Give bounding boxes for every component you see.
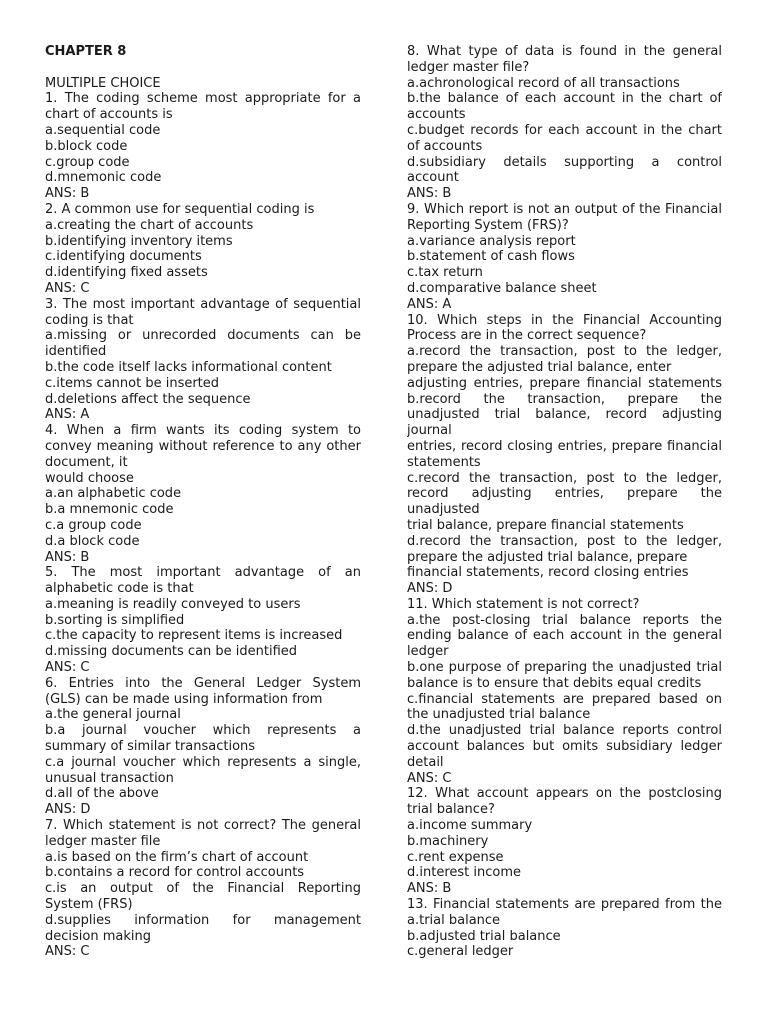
question-line: 4. When a firm wants its coding system to bbox=[45, 423, 361, 439]
question-line: 3. The most important advantage of sequential bbox=[45, 296, 361, 312]
left-line: ledger master file bbox=[45, 833, 161, 849]
answer-option-line: b.statement of cash flows bbox=[407, 249, 575, 265]
right-line: Process are in the correct sequence? bbox=[407, 328, 647, 344]
answer-option-line: d.deletions affect the sequence bbox=[45, 391, 251, 407]
left-line: identified bbox=[45, 344, 107, 360]
left-line: unusual transaction bbox=[45, 770, 174, 786]
answer-option-line: a.is based on the firm’s chart of account bbox=[45, 849, 309, 865]
answer-option-line: b.contains a record for control accounts bbox=[45, 865, 305, 881]
chapter-title: CHAPTER 8 bbox=[45, 44, 127, 59]
question-line: 8. What type of data is found in the general bbox=[407, 44, 722, 59]
answer-option-line: c.group code bbox=[45, 154, 130, 170]
right-line: statements bbox=[407, 454, 481, 470]
right-line: detail bbox=[407, 754, 444, 770]
answer-option-line: c.items cannot be inserted bbox=[45, 375, 220, 391]
left-line: convey meaning without reference to any other bbox=[45, 438, 361, 454]
question-line: 2. A common use for sequential coding is bbox=[45, 201, 315, 217]
left-line: summary of similar transactions bbox=[45, 739, 256, 755]
answer-line: ANS: D bbox=[407, 581, 453, 597]
answer-line: ANS: B bbox=[407, 186, 452, 202]
right-line: ending balance of each account in the general bbox=[407, 628, 722, 644]
question-line: 1. The coding scheme most appropriate for a bbox=[45, 91, 361, 107]
answer-line: ANS: C bbox=[45, 280, 90, 296]
answer-option-line: d.identifying fixed assets bbox=[45, 265, 208, 281]
left-line: alphabetic code is that bbox=[45, 581, 194, 597]
answer-option-line: d.a block code bbox=[45, 533, 140, 549]
answer-option-line: a.the general journal bbox=[45, 707, 181, 723]
left-text-column bbox=[45, 44, 361, 960]
answer-option-line: a.the post-closing trial balance reports the bbox=[407, 612, 722, 628]
right-line: of accounts bbox=[407, 138, 483, 154]
section-heading: MULTIPLE CHOICE bbox=[45, 75, 161, 91]
answer-option-line: b.sorting is simplified bbox=[45, 612, 185, 628]
answer-line: ANS: B bbox=[407, 881, 452, 897]
answer-option-line: a.record the transaction, post to the ledger, bbox=[407, 344, 722, 360]
answer-option-line: c.financial statements are prepared based on bbox=[407, 691, 722, 707]
question-line: 13. Financial statements are prepared from the bbox=[407, 897, 722, 913]
right-line: balance is to ensure that debits equal credits bbox=[407, 675, 702, 691]
answer-option-line: c.a group code bbox=[45, 517, 142, 533]
right-line: account bbox=[407, 170, 459, 186]
right-line: the unadjusted trial balance bbox=[407, 707, 591, 723]
right-line: accounts bbox=[407, 107, 466, 123]
answer-option-line: d.supplies information for management bbox=[45, 912, 361, 928]
answer-option-line: b.the balance of each account in the chart of bbox=[407, 91, 722, 107]
left-line: decision making bbox=[45, 928, 151, 944]
question-line: 12. What account appears on the postclosing bbox=[407, 786, 722, 802]
question-line: 11. Which statement is not correct? bbox=[407, 596, 640, 612]
answer-line: ANS: A bbox=[407, 296, 452, 312]
answer-option-line: c.the capacity to represent items is increased bbox=[45, 628, 343, 644]
right-line: adjusting entries, prepare financial statements bbox=[407, 375, 722, 391]
answer-option-line: a.sequential code bbox=[45, 122, 161, 138]
right-line: unadjusted bbox=[407, 502, 480, 518]
answer-option-line: a.variance analysis report bbox=[407, 233, 576, 249]
left-line: (GLS) can be made using information from bbox=[45, 691, 323, 707]
right-line: prepare the adjusted trial balance, enter bbox=[407, 359, 672, 375]
answer-line: ANS: A bbox=[45, 407, 90, 423]
answer-option-line: a.achronological record of all transactions bbox=[407, 75, 680, 91]
answer-option-line: c.a journal voucher which represents a single, bbox=[45, 754, 361, 770]
answer-option-line: b.record the transaction, prepare the bbox=[407, 391, 722, 407]
question-line: 9. Which report is not an output of the Financial bbox=[407, 201, 722, 217]
right-line: record adjusting entries, prepare the bbox=[407, 486, 722, 502]
answer-option-line: d.record the transaction, post to the ledger, bbox=[407, 533, 722, 549]
answer-line: ANS: B bbox=[45, 186, 90, 202]
right-line: Reporting System (FRS)? bbox=[407, 217, 569, 233]
left-line: chart of accounts is bbox=[45, 107, 173, 123]
answer-option-line: c.record the transaction, post to the ledger, bbox=[407, 470, 722, 486]
question-line: 5. The most important advantage of an bbox=[45, 565, 361, 581]
right-line: financial statements, record closing entries bbox=[407, 565, 689, 581]
answer-option-line: d.all of the above bbox=[45, 786, 159, 802]
left-line bbox=[45, 60, 361, 76]
answer-option-line: c.is an output of the Financial Reporting bbox=[45, 881, 361, 897]
answer-option-line: b.identifying inventory items bbox=[45, 233, 233, 249]
answer-option-line: b.block code bbox=[45, 138, 128, 154]
answer-line: ANS: C bbox=[45, 660, 90, 676]
question-line: 7. Which statement is not correct? The general bbox=[45, 818, 361, 834]
answer-line: ANS: B bbox=[45, 549, 90, 565]
answer-option-line: a.meaning is readily conveyed to users bbox=[45, 596, 301, 612]
right-line: account balances but omits subsidiary ledger bbox=[407, 739, 722, 755]
answer-option-line: c.general ledger bbox=[407, 944, 514, 960]
answer-option-line: d.comparative balance sheet bbox=[407, 280, 597, 296]
answer-option-line: d.interest income bbox=[407, 865, 522, 881]
answer-option-line: c.rent expense bbox=[407, 849, 504, 865]
right-line: trial balance? bbox=[407, 802, 495, 818]
answer-option-line: b.adjusted trial balance bbox=[407, 928, 561, 944]
answer-line: ANS: C bbox=[407, 770, 452, 786]
right-line: journal bbox=[407, 423, 452, 439]
question-line: 10. Which steps in the Financial Accounting bbox=[407, 312, 722, 328]
right-line: ledger master file? bbox=[407, 59, 530, 75]
answer-option-line: d.subsidiary details supporting a control bbox=[407, 154, 722, 170]
left-line: System (FRS) bbox=[45, 897, 133, 913]
answer-option-line: b.a journal voucher which represents a bbox=[45, 723, 361, 739]
right-line: entries, record closing entries, prepare financial bbox=[407, 438, 722, 454]
answer-option-line: a.an alphabetic code bbox=[45, 486, 182, 502]
answer-option-line: c.identifying documents bbox=[45, 249, 202, 265]
answer-option-line: c.budget records for each account in the chart bbox=[407, 122, 722, 138]
answer-line: ANS: D bbox=[45, 802, 91, 818]
answer-option-line: c.tax return bbox=[407, 265, 483, 281]
right-line: unadjusted trial balance, record adjusting bbox=[407, 407, 722, 423]
right-line: ledger bbox=[407, 644, 449, 660]
answer-option-line: b.a mnemonic code bbox=[45, 502, 174, 518]
answer-option-line: d.the unadjusted trial balance reports control bbox=[407, 723, 722, 739]
answer-option-line: b.the code itself lacks informational content bbox=[45, 359, 332, 375]
right-line: trial balance, prepare financial statements bbox=[407, 517, 684, 533]
answer-option-line: a.missing or unrecorded documents can be bbox=[45, 328, 361, 344]
answer-option-line: a.income summary bbox=[407, 818, 533, 834]
right-line: prepare the adjusted trial balance, prepare bbox=[407, 549, 688, 565]
left-line: coding is that bbox=[45, 312, 134, 328]
question-line: 6. Entries into the General Ledger System bbox=[45, 675, 361, 691]
left-line: document, it bbox=[45, 454, 128, 470]
right-text-column bbox=[407, 44, 722, 960]
answer-option-line: b.one purpose of preparing the unadjusted trial bbox=[407, 660, 722, 676]
answer-option-line: d.missing documents can be identified bbox=[45, 644, 298, 660]
left-line: would choose bbox=[45, 470, 134, 486]
answer-option-line: a.creating the chart of accounts bbox=[45, 217, 254, 233]
answer-option-line: b.machinery bbox=[407, 833, 489, 849]
answer-line: ANS: C bbox=[45, 944, 90, 960]
answer-option-line: d.mnemonic code bbox=[45, 170, 162, 186]
answer-option-line: a.trial balance bbox=[407, 912, 501, 928]
